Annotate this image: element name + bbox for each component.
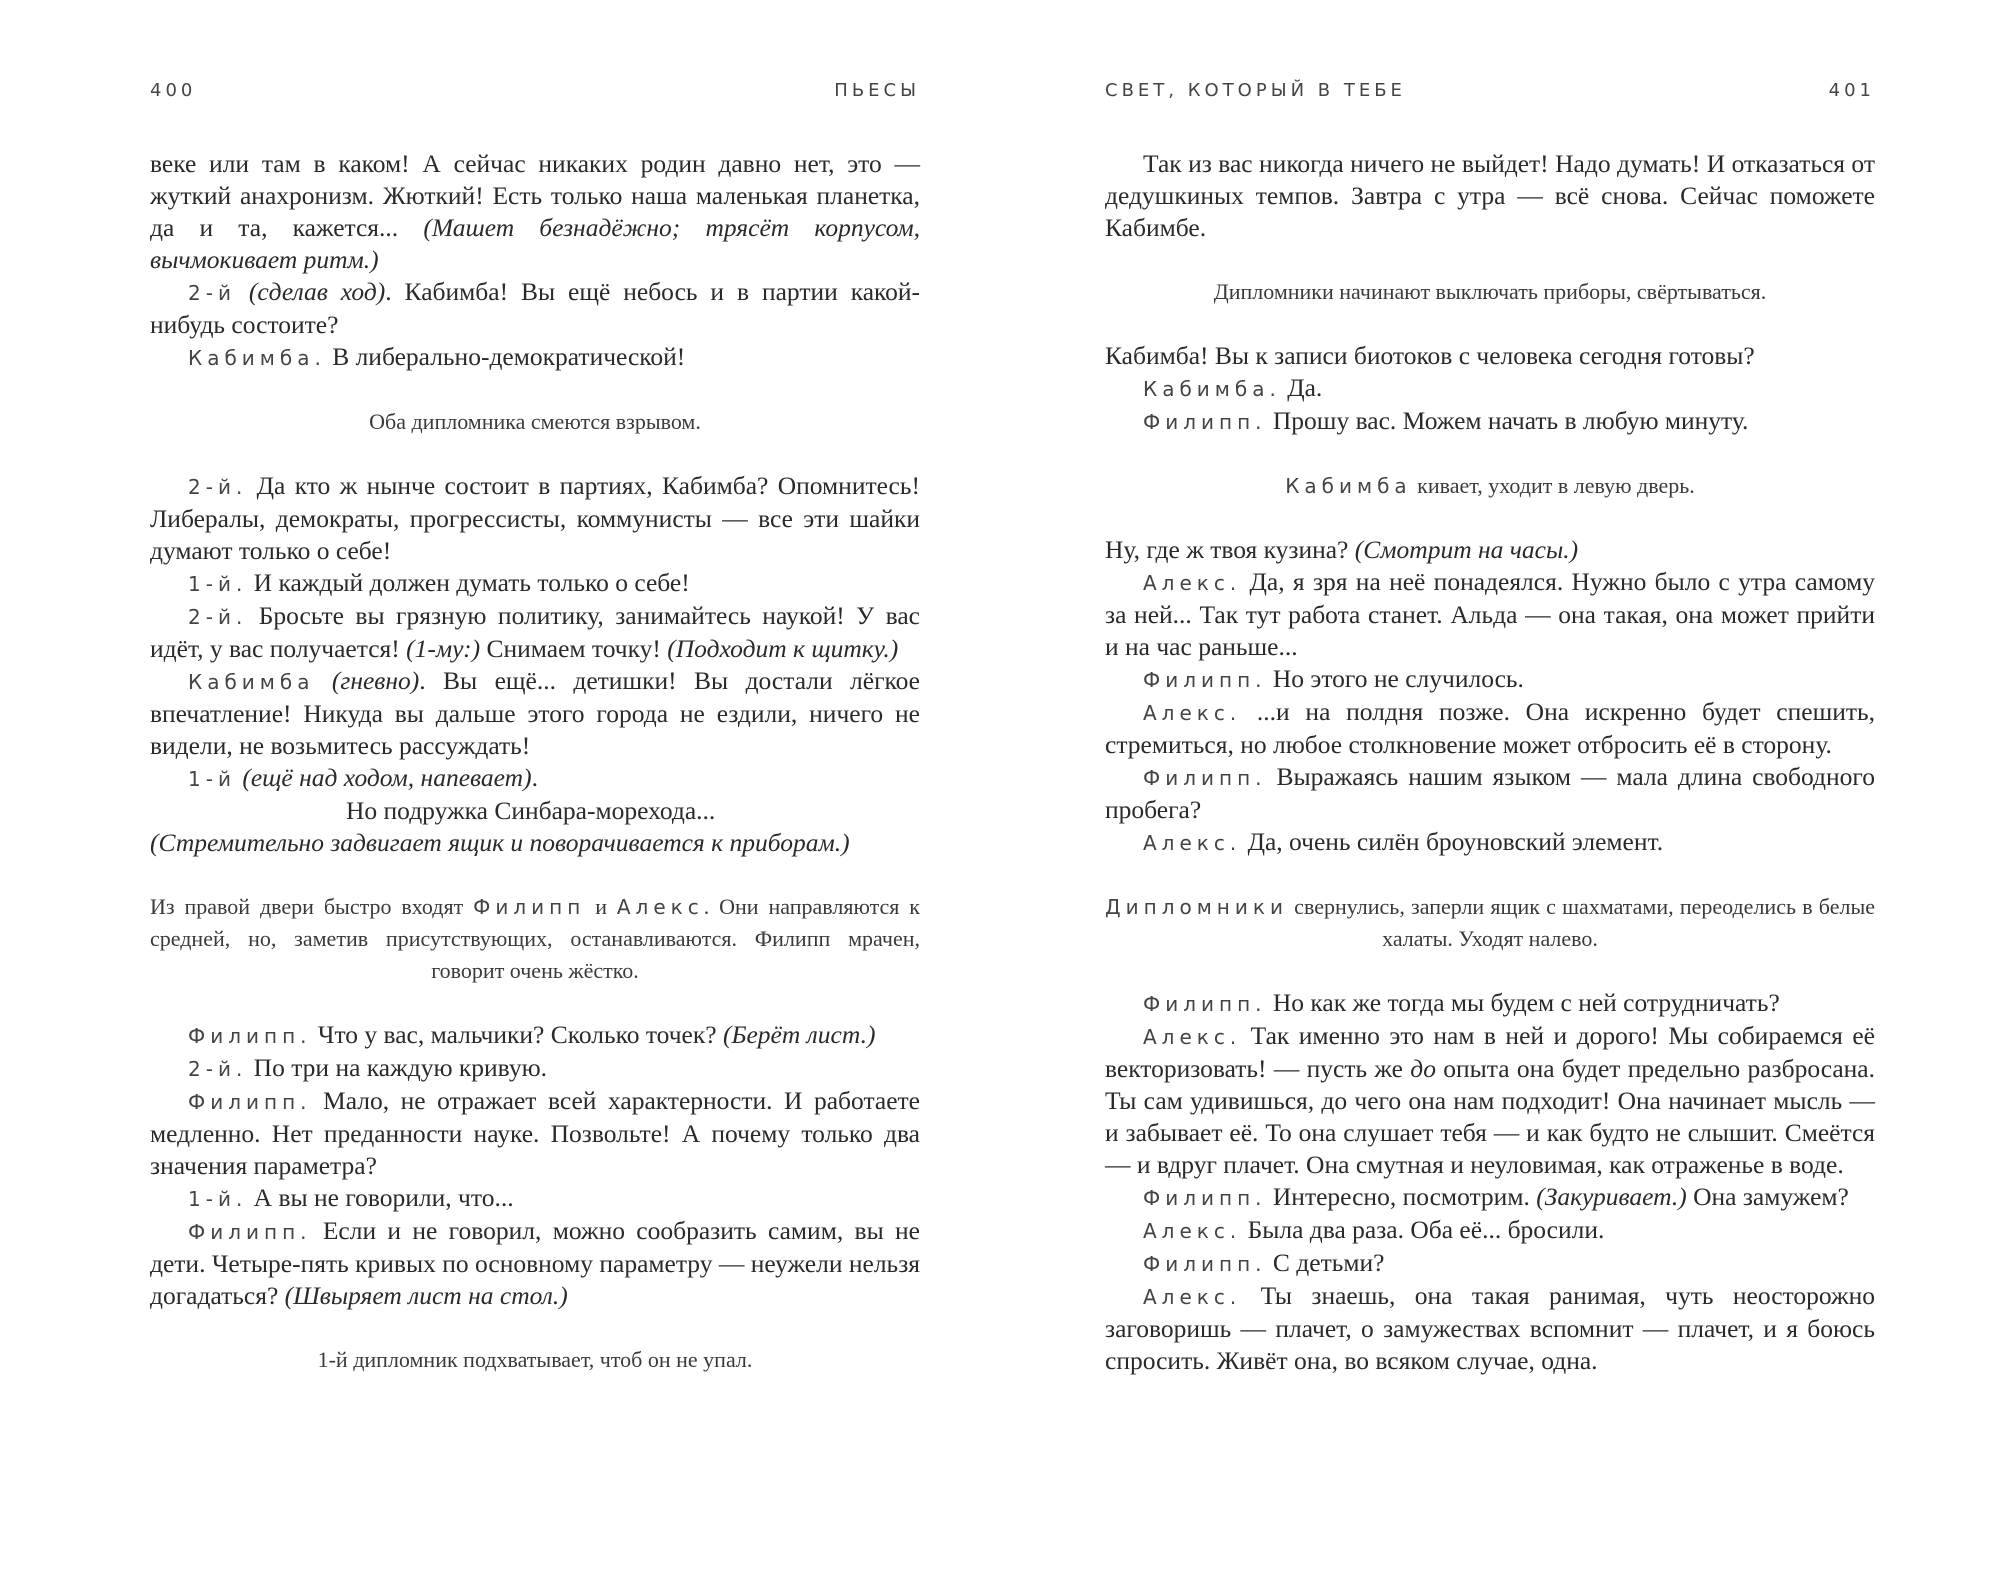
text-run: Что у вас, мальчики? Сколько точек?: [311, 1020, 723, 1049]
text-run: 1-й дипломник подхватывает, чтоб он не упал.: [317, 1347, 753, 1372]
stage-direction: [150, 406, 920, 438]
stage-remark: (сделав ход): [248, 277, 386, 306]
stage-direction: [1105, 470, 1875, 502]
text-run: Была два раза. Оба её... бросили.: [1241, 1215, 1605, 1244]
text-run: С детьми?: [1266, 1248, 1385, 1277]
stage-direction: [150, 1344, 920, 1376]
dialogue-paragraph: [150, 600, 920, 665]
speaker-name: 2-й.: [188, 605, 248, 629]
text-run: По три на каждую кривую.: [247, 1053, 547, 1082]
dialogue-paragraph: [1105, 1020, 1875, 1181]
text-run: Но подружка Синбара-морехода...: [346, 796, 716, 825]
speaker-name: Филипп: [473, 895, 586, 919]
text-run: [314, 666, 331, 695]
dialogue-paragraph: [150, 827, 920, 859]
text-run: Из правой двери быстро входят: [150, 894, 474, 919]
text-run: Мало, не отражает всей характерности. И работаете медленно. Нет преданности науке. Позвольте! А почему только два значения параметра?: [150, 1086, 920, 1180]
text-run: В либерально-демократической!: [325, 342, 686, 371]
text-run: Так именно это нам в ней и дорого! Мы собираемся её векторизовать! — пусть же: [1105, 1021, 1875, 1083]
text-run: Да кто ж нынче состоит в партиях, Кабимба? Опомнитесь! Либералы, демократы, прогрессисты, коммунисты — все эти шайки думают только о себе!: [150, 471, 920, 565]
stage-direction: [1105, 891, 1875, 955]
dialogue-paragraph: [1105, 1280, 1875, 1377]
dialogue-paragraph: [150, 1019, 920, 1052]
dialogue-paragraph: [1105, 148, 1875, 244]
text-run: Оба дипломника смеются взрывом.: [369, 409, 701, 434]
dialogue-paragraph: [150, 1182, 920, 1215]
text-run: [236, 277, 249, 306]
dialogue-paragraph: [1105, 696, 1875, 761]
text-run: Если и не говорил, можно сообразить самим, вы не дети. Четыре-пять кривых по основному параметру — неужели нельзя догадаться?: [150, 1216, 920, 1310]
text-run: свернулись, заперли ящик с шахматами, переоделись в белые халаты. Уходят налево.: [1287, 894, 1875, 951]
speaker-name: 2-й: [188, 281, 236, 305]
text-run: и: [585, 894, 617, 919]
dialogue-paragraph: [1105, 372, 1875, 405]
stage-remark: (ещё над ходом, напевает): [242, 763, 532, 792]
right-page: [1105, 0, 1875, 1575]
speaker-name: Филипп.: [1143, 1186, 1267, 1210]
dialogue-paragraph: [1105, 1181, 1875, 1214]
speaker-name: Алекс.: [1143, 1025, 1242, 1049]
dialogue-paragraph: [1105, 987, 1875, 1020]
speaker-name: Кабимба: [188, 670, 315, 694]
dialogue-paragraph: [150, 795, 920, 827]
text-run: Снимаем точку!: [480, 634, 668, 663]
text-run: веке или там в каком! А сейчас никаких родин давно нет, это — жуткий анахронизм. Жюткий! Есть только наша маленькая планетка, да и та, кажется...: [150, 149, 920, 242]
speaker-name: Алекс.: [1143, 1219, 1242, 1243]
text-run: Да, я зря на неё понадеялся. Нужно было с утра самому за ней... Так тут работа станет. Альда — она такая, она может прийти и на час раньше...: [1105, 567, 1875, 661]
text-run: Так из вас никогда ничего не выйдет! Надо думать! И отказаться от дедушкиных темпов. Завтра с утра — всё снова. Сейчас поможете Кабимбе.: [1105, 149, 1875, 242]
dialogue-paragraph: [150, 567, 920, 600]
speaker-name: Алекс: [616, 895, 704, 919]
stage-remark: (Подходит к щитку.): [667, 634, 899, 663]
page-body: [1105, 148, 1875, 1377]
running-head-title: ПЬЕСЫ: [834, 80, 920, 101]
speaker-name: Кабимба.: [188, 346, 326, 370]
text-run: Да, очень силён броуновский элемент.: [1241, 827, 1664, 856]
text-run: И каждый должен думать только о себе!: [247, 568, 690, 597]
dialogue-paragraph: [1105, 405, 1875, 438]
text-run: опыта она будет предельно разбросана. Ты сам удивишься, до чего она нам подходит! Она начинает мысль — и забывает её. То она слушает тебя — и как будто не слышит. Смеётся — и вдруг плачет. Она смутная и неуловимая, как отраженье в воде.: [1105, 1054, 1875, 1179]
text-run: Но этого не случилось.: [1266, 664, 1524, 693]
speaker-name: Филипп.: [1143, 668, 1267, 692]
dialogue-paragraph: [1105, 1214, 1875, 1247]
speaker-name: 1-й: [188, 767, 236, 791]
text-run: Она замужем?: [1686, 1182, 1849, 1211]
stage-remark: (Стремительно задвигает ящик и поворачивается к приборам.): [150, 828, 850, 857]
stage-remark: (гневно): [331, 666, 420, 695]
speaker-name: Алекс.: [1143, 1285, 1242, 1309]
dialogue-paragraph: [1105, 534, 1875, 566]
page-body: [150, 148, 920, 1408]
text-run: Прошу вас. Можем начать в любую минуту.: [1266, 406, 1749, 435]
text-run: . Кабимба! Вы ещё небось и в партии какой-нибудь состоите?: [150, 277, 920, 339]
text-run: ...и на полдня позже. Она искренно будет спешить, стремиться, но любое столкновение может отбросить её в сторону.: [1105, 697, 1875, 759]
stage-remark: (Берёт лист.): [722, 1020, 876, 1049]
speaker-name: 1-й.: [188, 572, 248, 596]
speaker-name: Филипп.: [188, 1024, 312, 1048]
text-run: . Они направляются к средней, но, заметив присутствующих, останавливаются. Филипп мрачен, говорит очень жёстко.: [150, 894, 920, 983]
dialogue-paragraph: [1105, 761, 1875, 826]
text-run: Ты знаешь, она такая ранимая, чуть неосторожно заговоришь — плачет, о замужествах вспомнит — плачет, и я боюсь спросить. Живёт она, во всяком случае, одна.: [1105, 1281, 1875, 1375]
dialogue-paragraph: [1105, 1247, 1875, 1280]
speaker-name: 2-й.: [188, 1057, 248, 1081]
dialogue-paragraph: [150, 762, 920, 795]
text-run: Дипломники начинают выключать приборы, свёртываться.: [1213, 279, 1767, 304]
stage-remark: (1-му:): [406, 634, 481, 663]
speaker-name: Алекс.: [1143, 571, 1242, 595]
dialogue-paragraph: [1105, 663, 1875, 696]
stage-direction: [1105, 276, 1875, 308]
speaker-name: Алекс.: [1143, 831, 1242, 855]
stage-remark: (Швыряет лист на стол.): [284, 1281, 568, 1310]
dialogue-paragraph: [150, 1085, 920, 1182]
speaker-name: 1-й.: [188, 1187, 248, 1211]
left-page: [150, 0, 920, 1575]
dialogue-paragraph: [150, 1215, 920, 1312]
speaker-name: Филипп.: [188, 1090, 312, 1114]
stage-remark: (Смотрит на часы.): [1354, 535, 1579, 564]
dialogue-paragraph: [150, 341, 920, 374]
text-run: Бросьте вы грязную политику, занимайтесь наукой! У вас идёт, у вас получается!: [150, 601, 920, 663]
dialogue-paragraph: [1105, 566, 1875, 663]
speaker-name: Филипп.: [1143, 1252, 1267, 1276]
text-run: Да.: [1280, 373, 1323, 402]
dialogue-paragraph: [150, 665, 920, 762]
text-run: Интересно, посмотрим.: [1266, 1182, 1537, 1211]
text-run: Ну, где ж твоя кузина?: [1105, 535, 1355, 564]
speaker-name: Алекс.: [1143, 701, 1242, 725]
page-number: 401: [1828, 80, 1875, 101]
speaker-name: Филипп.: [1143, 766, 1267, 790]
speaker-name: Филипп.: [1143, 992, 1267, 1016]
speaker-name: Филипп.: [188, 1220, 312, 1244]
speaker-name: Кабимба.: [1143, 377, 1281, 401]
stage-remark: (Закуривает.): [1536, 1182, 1687, 1211]
dialogue-paragraph: [150, 148, 920, 276]
dialogue-paragraph: [1105, 340, 1875, 372]
running-head-title: СВЕТ, КОТОРЫЙ В ТЕБЕ: [1105, 80, 1406, 101]
text-run: . Вы ещё... детишки! Вы достали лёгкое впечатление! Никуда вы дальше этого города не ездили, ничего не видели, не возьмитесь рассуждать!: [150, 666, 920, 760]
text-run: А вы не говорили, что...: [247, 1183, 514, 1212]
page-number: 400: [150, 80, 197, 101]
dialogue-paragraph: [1105, 826, 1875, 859]
dialogue-paragraph: [150, 470, 920, 567]
text-run: кивает, уходит в левую дверь.: [1411, 473, 1695, 498]
speaker-name: 2-й.: [188, 475, 248, 499]
stage-remark: до: [1410, 1054, 1436, 1083]
speaker-name: Кабимба: [1285, 474, 1412, 498]
text-run: Выражаясь нашим языком — мала длина свободного пробега?: [1105, 762, 1875, 824]
dialogue-paragraph: [150, 1052, 920, 1085]
text-run: Кабимба! Вы к записи биотоков с человека сегодня готовы?: [1105, 341, 1755, 370]
speaker-name: Филипп.: [1143, 410, 1267, 434]
stage-remark: (Машет безнадёжно; трясёт корпусом, вычмокивает ритм.): [150, 213, 920, 274]
dialogue-paragraph: [150, 276, 920, 341]
text-run: Но как же тогда мы будем с ней сотрудничать?: [1266, 988, 1780, 1017]
stage-direction: [150, 891, 920, 987]
text-run: .: [531, 763, 538, 792]
speaker-name: Дипломники: [1105, 895, 1288, 919]
